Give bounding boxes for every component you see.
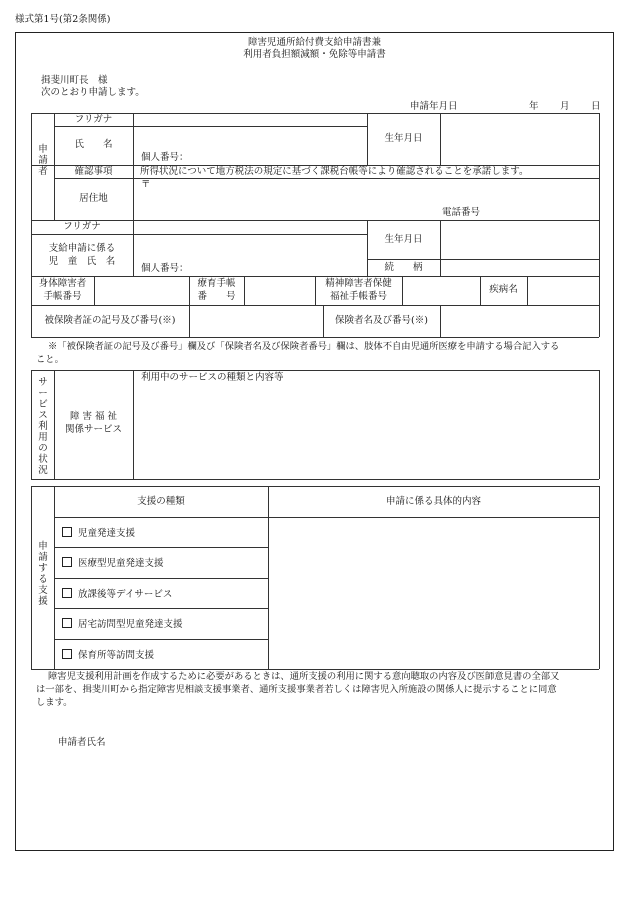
applicant-section-label: 申 請 者 <box>38 144 48 177</box>
birthdate-label: 生年月日 <box>384 133 423 144</box>
support-option-row[interactable] <box>62 618 183 631</box>
disease-label: 疾病名 <box>489 284 518 295</box>
physical-cert-label-2: 手帳番号 <box>43 291 82 302</box>
support-option-label: 放課後等デイサービス <box>78 589 173 600</box>
insured-cert-label: 被保険者証の記号及び番号(※) <box>44 315 176 326</box>
checkbox-icon[interactable] <box>62 527 72 537</box>
support-option-row[interactable] <box>62 557 164 570</box>
service-status-label: サ ー ビ ス 利 用 の 状 況 <box>38 377 48 476</box>
checkbox-icon[interactable] <box>62 557 72 567</box>
form-number: 様式第1号(第2条関係) <box>15 14 111 25</box>
physical-cert-label-1: 身体障害者 <box>38 278 87 289</box>
insurer-label: 保険者名及び番号(※) <box>335 315 428 326</box>
child-name-label-1: 支給申請に係る <box>48 243 116 254</box>
insurance-note-line2: こと。 <box>36 354 64 365</box>
intro-text: 次のとおり申請します。 <box>41 87 145 98</box>
child-name-label-2: 児 童 氏 名 <box>48 256 116 267</box>
support-option-label: 児童発達支援 <box>78 528 136 539</box>
rehab-cert-label-2: 番 号 <box>197 291 236 302</box>
consent-paragraph-line2: は一部を、揖斐川町から指定障害児相談支援事業者、通所支援事業者若しくは障害児入所施設の関係人に提示することに同意 <box>36 684 557 695</box>
relation-label: 続 柄 <box>384 262 423 273</box>
name-label: 氏 名 <box>74 139 113 150</box>
support-section-label: 申 請 す る 支 援 <box>38 541 48 607</box>
form-frame <box>15 32 614 851</box>
postal-mark: 〒 <box>141 179 151 190</box>
mental-cert-label-2: 福祉手帳番号 <box>329 291 387 302</box>
service-detail-label: 利用中のサービスの種類と内容等 <box>141 372 284 383</box>
support-option-label: 保育所等訪問支援 <box>78 650 155 661</box>
consent-paragraph-line3: します。 <box>36 697 73 708</box>
rehab-cert-label-1: 療育手帳 <box>197 278 236 289</box>
date-month-unit: 月 <box>560 101 570 112</box>
child-personal-number-label: 個人番号： <box>141 263 189 274</box>
furigana-label: フリガナ <box>74 114 113 125</box>
checkbox-icon[interactable] <box>62 649 72 659</box>
application-date-label: 申請年月日 <box>410 101 458 112</box>
checkbox-icon[interactable] <box>62 618 72 628</box>
form-title-line1: 障害児通所給付費支給申請書兼 <box>247 37 381 48</box>
personal-number-label: 個人番号： <box>141 152 189 163</box>
support-type-header: 支援の種類 <box>137 496 185 507</box>
consent-label: 確認事項 <box>74 166 113 177</box>
date-year-unit: 年 <box>529 101 539 112</box>
support-detail-header: 申請に係る具体的内容 <box>385 496 481 507</box>
welfare-service-label-1: 障 害 福 祉 <box>69 411 118 422</box>
phone-label: 電話番号 <box>442 207 481 218</box>
child-furigana-label: フリガナ <box>63 221 101 232</box>
signature-label: 申請者氏名 <box>58 737 106 748</box>
form-title-line2: 利用者負担額減額・免除等申請書 <box>243 49 386 60</box>
support-option-row[interactable] <box>62 527 135 540</box>
consent-paragraph-line1: 障害児支援利用計画を作成するために必要があるときは、通所支援の利用に関する意向聴取の内容及び医師意見書の全部又 <box>48 671 560 682</box>
support-option-label: 医療型児童発達支援 <box>78 558 164 569</box>
welfare-service-label-2: 関係サービス <box>64 424 122 435</box>
date-day-unit: 日 <box>591 101 601 112</box>
support-option-label: 居宅訪問型児童発達支援 <box>78 619 183 630</box>
addressee: 揖斐川町長 様 <box>41 75 108 86</box>
mental-cert-label-1: 精神障害者保健 <box>325 278 392 289</box>
address-label: 居住地 <box>79 193 108 204</box>
support-option-row[interactable] <box>62 588 172 601</box>
support-option-row[interactable] <box>62 649 154 662</box>
consent-text: 所得状況について地方税法の規定に基づく課税台帳等により確認されることを承諾します。 <box>140 166 529 177</box>
checkbox-icon[interactable] <box>62 588 72 598</box>
child-birthdate-label: 生年月日 <box>384 234 423 245</box>
insurance-note-line1: ※「被保険者証の記号及び番号」欄及び「保険者名及び保険者番号」欄は、肢体不自由児通所医療を申請する場合記入する <box>48 341 560 352</box>
